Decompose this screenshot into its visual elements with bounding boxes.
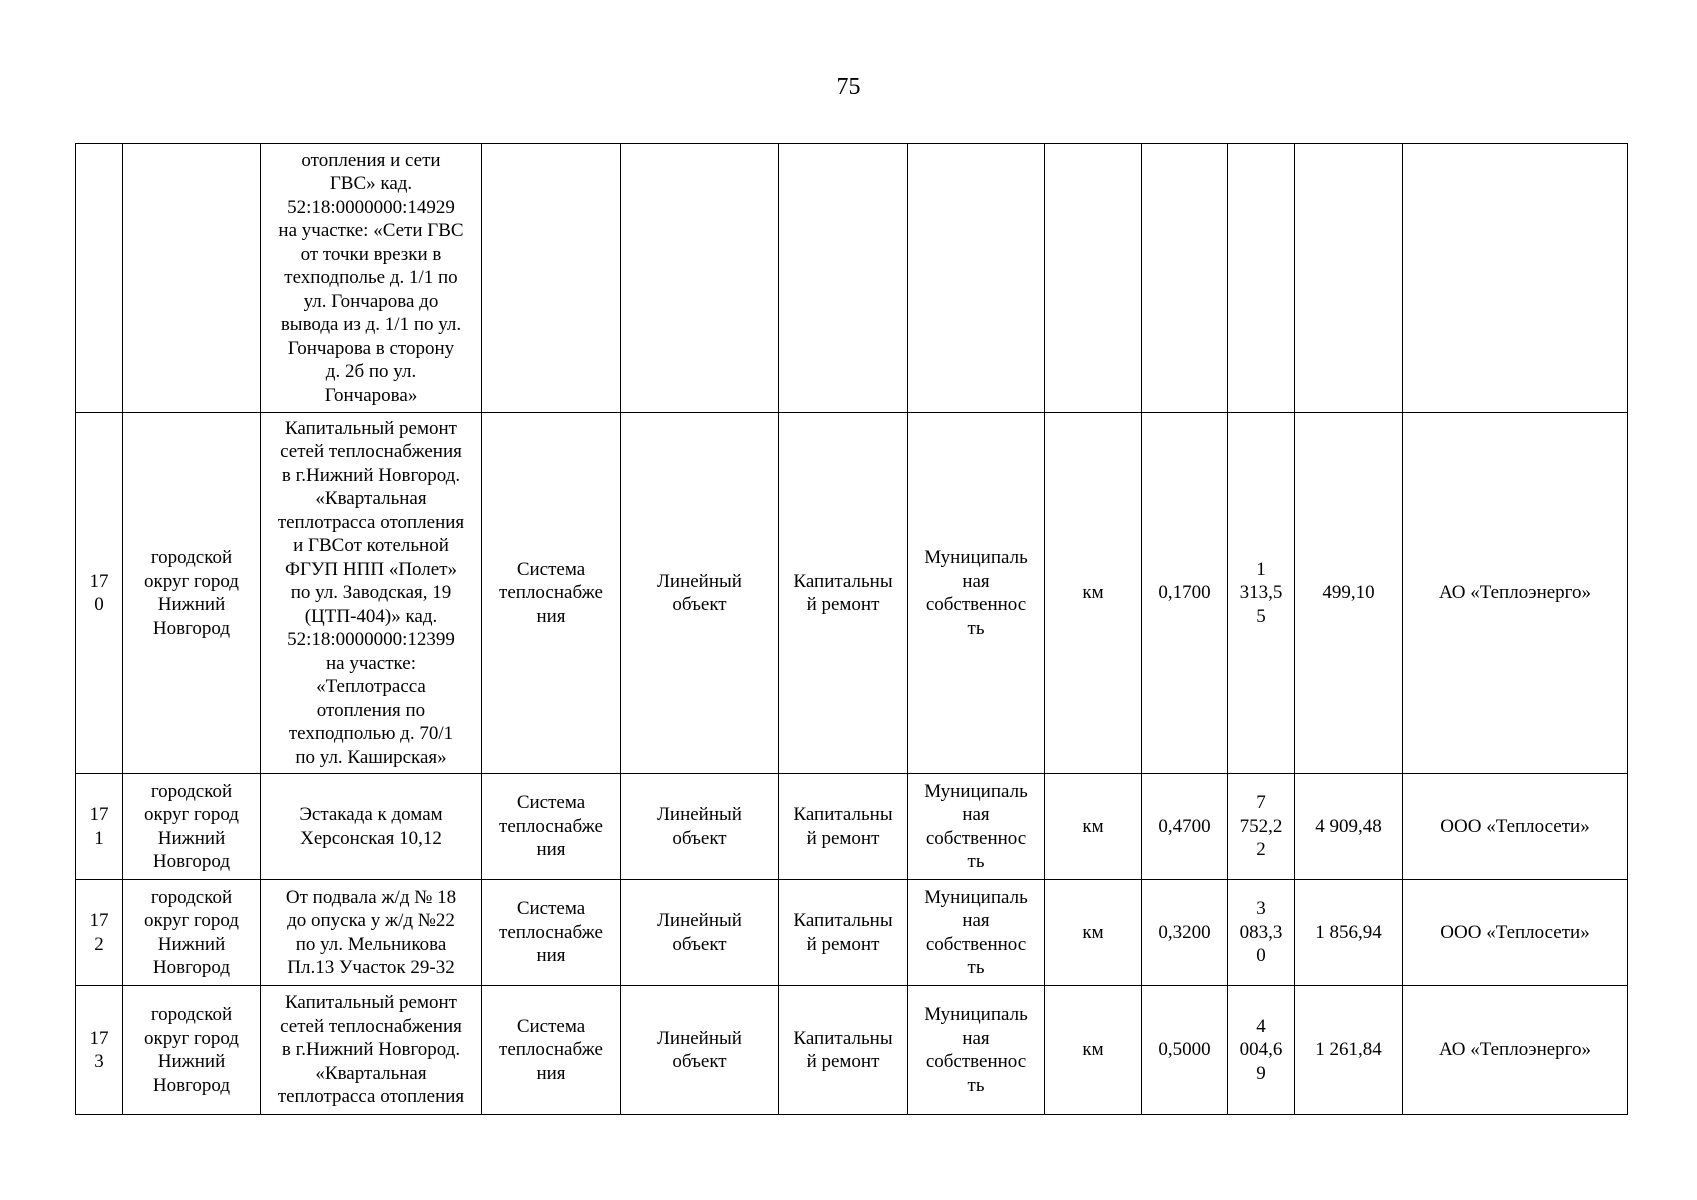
object-type-cell [621,144,779,413]
row-number-cell: 17 3 [76,986,123,1115]
cost-cell: 3 083,3 0 [1228,880,1295,986]
object-type-cell: Линейный объект [621,774,779,880]
object-type-cell: Линейный объект [621,413,779,774]
municipality-cell: городской округ город Нижний Новгород [123,986,261,1115]
work-type-cell: Капитальны й ремонт [779,880,908,986]
organization-cell: АО «Теплоэнерго» [1403,986,1628,1115]
page-number: 75 [836,74,861,100]
organization-cell: АО «Теплоэнерго» [1403,413,1628,774]
object-type-cell: Линейный объект [621,986,779,1115]
organization-cell: ООО «Теплосети» [1403,774,1628,880]
register-table [75,143,1628,1115]
row-number-cell: 17 2 [76,880,123,986]
unit-cell: км [1045,413,1142,774]
quantity-cell: 0,1700 [1142,413,1228,774]
organization-cell [1403,144,1628,413]
cost2-cell: 1 856,94 [1295,880,1403,986]
cost2-cell: 4 909,48 [1295,774,1403,880]
ownership-cell: Муниципаль ная собственнос ть [908,774,1045,880]
quantity-cell: 0,5000 [1142,986,1228,1115]
cost-cell: 4 004,6 9 [1228,986,1295,1115]
cost2-cell: 1 261,84 [1295,986,1403,1115]
unit-cell: км [1045,986,1142,1115]
cost2-cell [1295,144,1403,413]
organization-cell: ООО «Теплосети» [1403,880,1628,986]
description-cell: Капитальный ремонт сетей теплоснабжения в г.Нижний Новгород. «Квартальная теплотрасса отопления и ГВСот котельной ФГУП НПП «Полет» по ул. Заводская, 19 (ЦТП-404)» кад. 52:18:0000000:12399 на участке: «Теплотрасса отопления по техподполью д. 70/1 по ул. Каширская» [261,413,482,774]
cost-cell [1228,144,1295,413]
description-cell: Капитальный ремонт сетей теплоснабжения в г.Нижний Новгород. «Квартальная теплотрасса отопления [261,986,482,1115]
quantity-cell: 0,3200 [1142,880,1228,986]
description-cell: отопления и сети ГВС» кад. 52:18:0000000:14929 на участке: «Сети ГВС от точки врезки в техподполье д. 1/1 по ул. Гончарова до вывода из д. 1/1 по ул. Гончарова в сторону д. 2б по ул. Гончарова» [261,144,482,413]
unit-cell: км [1045,774,1142,880]
system-cell [482,144,621,413]
municipality-cell: городской округ город Нижний Новгород [123,413,261,774]
table-row [76,986,1628,1115]
unit-cell: км [1045,880,1142,986]
table-row [76,144,1628,413]
system-cell: Система теплоснабже ния [482,880,621,986]
work-type-cell [779,144,908,413]
description-cell: От подвала ж/д № 18 до опуска у ж/д №22 по ул. Мельникова Пл.13 Участок 29-32 [261,880,482,986]
work-type-cell: Капитальны й ремонт [779,986,908,1115]
work-type-cell: Капитальны й ремонт [779,413,908,774]
cost-cell: 1 313,5 5 [1228,413,1295,774]
system-cell: Система теплоснабже ния [482,986,621,1115]
table-row [76,880,1628,986]
ownership-cell: Муниципаль ная собственнос ть [908,880,1045,986]
description-cell: Эстакада к домам Херсонская 10,12 [261,774,482,880]
system-cell: Система теплоснабже ния [482,413,621,774]
ownership-cell: Муниципаль ная собственнос ть [908,986,1045,1115]
quantity-cell [1142,144,1228,413]
row-number-cell [76,144,123,413]
municipality-cell [123,144,261,413]
cost-cell: 7 752,2 2 [1228,774,1295,880]
row-number-cell: 17 1 [76,774,123,880]
row-number-cell: 17 0 [76,413,123,774]
table-row [76,774,1628,880]
ownership-cell [908,144,1045,413]
unit-cell [1045,144,1142,413]
cost2-cell: 499,10 [1295,413,1403,774]
ownership-cell: Муниципаль ная собственнос ть [908,413,1045,774]
work-type-cell: Капитальны й ремонт [779,774,908,880]
object-type-cell: Линейный объект [621,880,779,986]
quantity-cell: 0,4700 [1142,774,1228,880]
system-cell: Система теплоснабже ния [482,774,621,880]
municipality-cell: городской округ город Нижний Новгород [123,880,261,986]
table-row [76,413,1628,774]
municipality-cell: городской округ город Нижний Новгород [123,774,261,880]
